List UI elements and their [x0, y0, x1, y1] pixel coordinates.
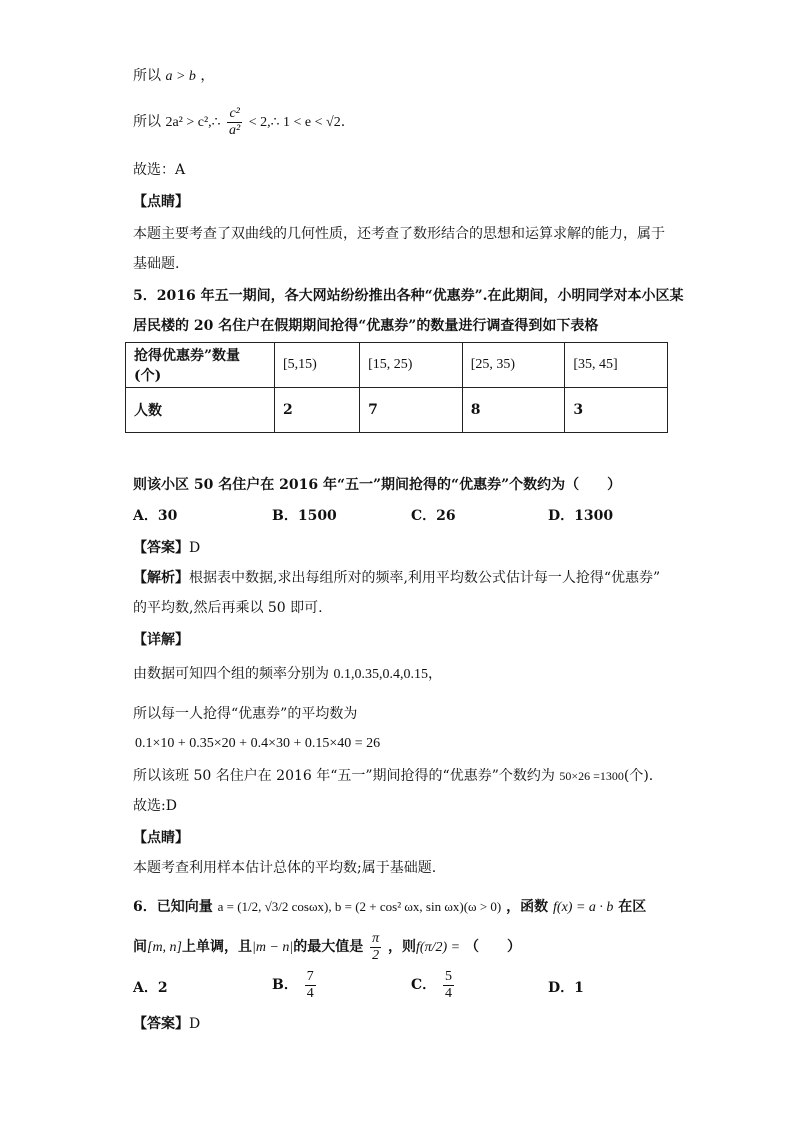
fraction-numerator: 7	[306, 968, 314, 984]
question-text: 上单调，且	[182, 939, 253, 955]
comment-text: 本题主要考查了双曲线的几何性质，还考查了数形结合的思想和运算求解的能力，属于	[133, 226, 665, 242]
option-a: A．2	[133, 980, 168, 996]
fraction-denominator: a²	[229, 122, 241, 138]
option-c	[411, 966, 456, 1004]
fraction-pi-2	[370, 931, 381, 964]
option-label: C．	[411, 977, 437, 993]
fraction-7-4	[305, 969, 316, 1002]
math-expr: 0.1,0.35,0.4,0.15	[333, 667, 428, 682]
question-text: 6．已知向量	[133, 899, 213, 915]
line-a-gt-b	[133, 66, 214, 87]
math-expr: [m, n]	[147, 940, 183, 955]
answer-choice-text: 故选:D	[133, 798, 177, 814]
answer-value: D	[189, 540, 201, 556]
math-expr: 50×26 =1300	[559, 769, 624, 783]
question-text: 则该小区 50 名住户在 2016 年“五一”期间抢得的“优惠券”个数约为（ ）	[133, 477, 622, 493]
question-6-line-2	[133, 928, 521, 967]
fraction-5-4	[443, 969, 454, 1002]
table-cell: 7	[360, 388, 463, 433]
section-tag: 【点睛】	[133, 830, 189, 846]
detail-text: 由数据可知四个组的频率分别为	[133, 666, 329, 682]
table-cell: [15, 25)	[360, 343, 463, 388]
answer-line	[133, 1014, 200, 1034]
math-expr: f(π/2) =	[416, 940, 461, 955]
option-b: B．1500	[272, 508, 337, 524]
answer-choice-text: 故选：A	[133, 162, 186, 178]
table-cell: 抢得优惠券”数量(个)	[126, 343, 275, 388]
text-suffix: ，	[200, 68, 215, 84]
table-cell: 8	[462, 388, 565, 433]
math-expr: 2a² > c²	[165, 115, 209, 130]
detail-tag: 【详解】	[133, 632, 189, 648]
option-label: B．	[272, 977, 298, 993]
text-suffix: ，	[427, 666, 442, 682]
answer-tag: 【答案】	[133, 540, 189, 556]
math-expr: a > b	[165, 69, 196, 84]
text-prefix: 所以	[133, 114, 161, 130]
fraction-numerator: π	[372, 930, 380, 946]
question-text: （ ）	[465, 939, 521, 955]
table-row	[126, 388, 668, 433]
table-cell: 人数	[126, 388, 275, 433]
question-text: ，函数	[506, 899, 549, 915]
fraction-numerator: 5	[445, 968, 453, 984]
comment-text: 本题考查利用样本估计总体的平均数;属于基础题.	[133, 860, 437, 876]
text-suffix: (个).	[623, 768, 654, 784]
option-b	[272, 966, 318, 1004]
detail-line	[133, 766, 653, 786]
table-cell: 2	[275, 388, 360, 433]
line-eccentricity	[133, 104, 345, 141]
question-text: ，则	[388, 939, 417, 955]
question-6-line-1	[133, 895, 646, 920]
option-c: C．26	[411, 508, 456, 524]
text-prefix: 所以	[133, 68, 161, 84]
detail-text: 所以该班 50 名住户在 2016 年“五一”期间抢得的“优惠券”个数约为	[133, 768, 555, 784]
detail-line	[133, 664, 442, 685]
question-text: 5．2016 年五一期间，各大网站纷纷推出各种“优惠券”.在此期间，小明同学对本小区某	[133, 288, 684, 304]
question-text: 的最大值是	[293, 939, 364, 955]
analysis-line	[133, 568, 660, 588]
table-cell: [5,15)	[275, 343, 360, 388]
analysis-tag: 【解析】	[133, 570, 189, 586]
question-text: 居民楼的 20 名住户在假期期间抢得“优惠券”的数量进行调查得到如下表格	[133, 318, 599, 334]
answer-value: D	[189, 1016, 201, 1032]
section-tag: 【点睛】	[133, 194, 189, 210]
option-d: D．1300	[548, 508, 614, 524]
answer-line	[133, 538, 200, 558]
option-d: D．1	[548, 980, 584, 996]
table-cell: 3	[565, 388, 668, 433]
math-expr: f(x) = a · b	[553, 900, 614, 915]
analysis-text: 根据表中数据,求出每组所对的频率,利用平均数公式估计每一人抢得“优惠券”	[189, 570, 661, 586]
question-text: 间	[133, 939, 147, 955]
comment-text: 基础题.	[133, 256, 180, 272]
math-sep: ,∴	[208, 115, 221, 130]
math-expr: 0.1×10 + 0.35×20 + 0.4×30 + 0.15×40 = 26	[135, 736, 381, 751]
math-expr: |m − n|	[252, 940, 294, 955]
answer-tag: 【答案】	[133, 1016, 189, 1032]
fraction-denominator: 2	[372, 947, 380, 963]
math-expr: < 2,∴ 1 < e < √2	[248, 115, 341, 130]
fraction-denominator: 4	[445, 985, 453, 1001]
math-expr: a = (1/2, √3/2 cosωx), b = (2 + cos² ωx, sin ωx)(ω > 0)	[217, 899, 502, 914]
table-cell: [35, 45]	[565, 343, 668, 388]
fraction-c2-a2	[227, 106, 242, 139]
fraction-numerator: c²	[227, 106, 242, 123]
table-row	[126, 343, 668, 388]
detail-text: 所以每一人抢得“优惠券”的平均数为	[133, 706, 358, 722]
text-suffix: .	[340, 114, 346, 130]
coupon-table	[125, 342, 668, 433]
analysis-text: 的平均数,然后再乘以 50 即可.	[133, 600, 323, 616]
table-cell: [25, 35)	[462, 343, 565, 388]
question-text: 在区	[618, 899, 647, 915]
fraction-denominator: 4	[306, 985, 314, 1001]
option-a: A．30	[133, 508, 178, 524]
